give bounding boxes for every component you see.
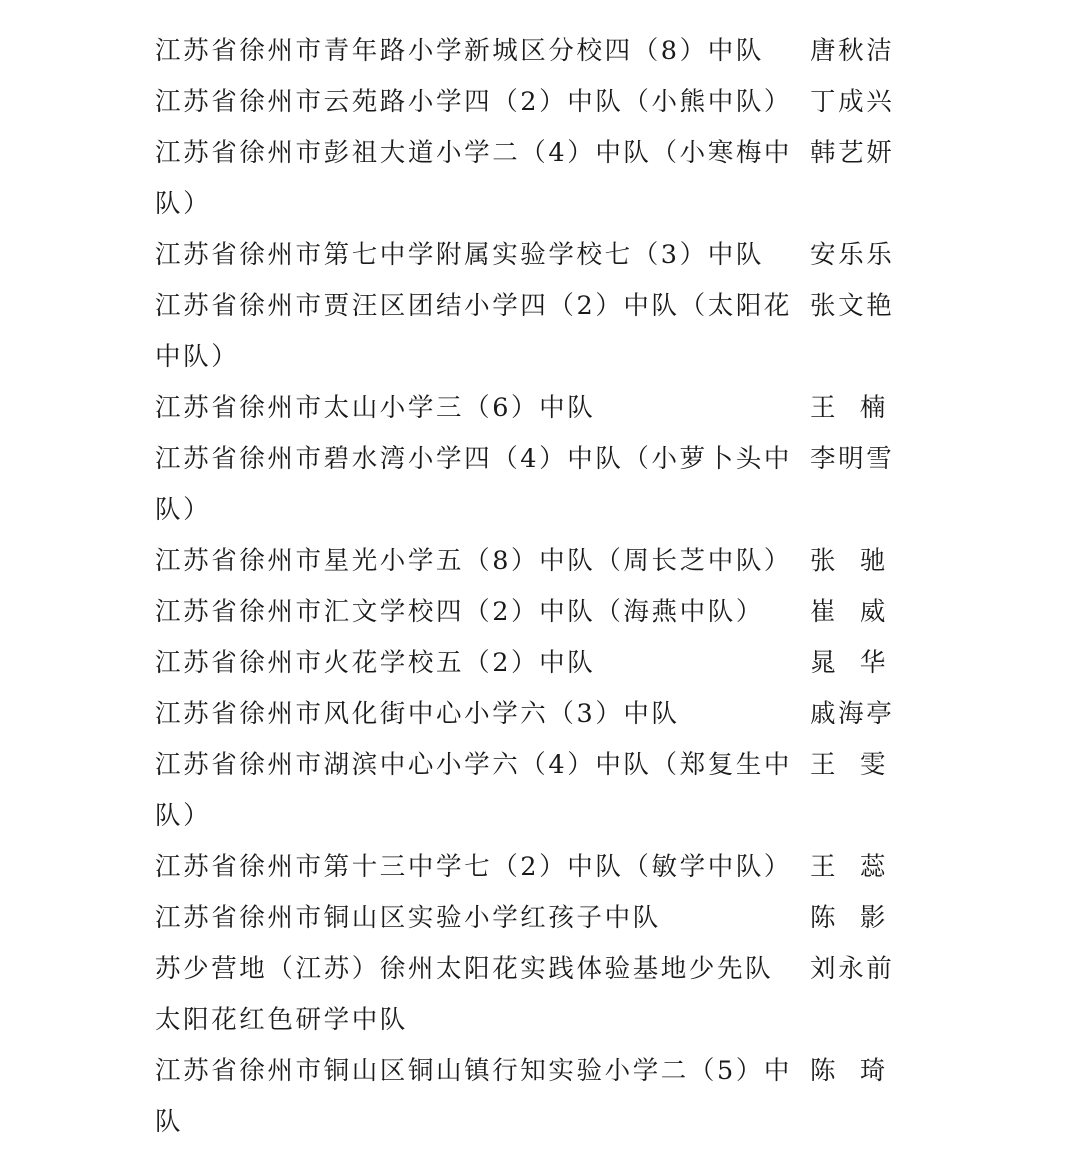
unit-name xyxy=(155,893,755,944)
advisor-name-char: 蕊 xyxy=(859,852,888,882)
list-item xyxy=(0,689,1080,740)
list-item xyxy=(0,587,1080,638)
list-item xyxy=(0,536,1080,587)
list-item xyxy=(0,383,1080,434)
list-item xyxy=(0,740,1080,842)
advisor-name: 刘永前 xyxy=(810,954,895,984)
advisor-name-char: 琦 xyxy=(859,1056,888,1086)
unit-name-line: 江苏省徐州市碧水湾小学四（4）中队（小萝卜头中 xyxy=(155,444,793,474)
advisor-name-char: 影 xyxy=(859,903,888,933)
advisor-name xyxy=(810,842,888,893)
advisor-name: 戚海亭 xyxy=(810,699,895,729)
list-item xyxy=(0,26,1080,77)
unit-name-line: 江苏省徐州市铜山区铜山镇行知实验小学二（5）中 xyxy=(155,1056,793,1086)
unit-name xyxy=(155,128,793,230)
advisor-name: 李明雪 xyxy=(810,444,895,474)
list-item xyxy=(0,944,1080,1046)
unit-name-line: 江苏省徐州市贾汪区团结小学四（2）中队（太阳花 xyxy=(155,291,793,321)
advisor-name: 韩艺妍 xyxy=(810,138,895,168)
honor-list xyxy=(0,26,1080,1148)
unit-name xyxy=(155,230,764,281)
advisor-name-char: 王 xyxy=(810,393,839,423)
unit-name xyxy=(155,587,764,638)
list-item xyxy=(0,230,1080,281)
unit-name-line: 队） xyxy=(155,801,212,831)
unit-name xyxy=(155,740,793,842)
advisor-name xyxy=(810,383,888,434)
advisor-name-char: 晁 xyxy=(810,648,839,678)
advisor-name: 丁成兴 xyxy=(810,87,895,117)
unit-name-line: 苏少营地（江苏）徐州太阳花实践体验基地少先队 xyxy=(155,954,774,984)
list-item xyxy=(0,434,1080,536)
unit-name-line: 队） xyxy=(155,495,212,525)
unit-name-line: 江苏省徐州市第七中学附属实验学校七（3）中队 xyxy=(155,240,764,270)
advisor-name xyxy=(810,893,888,944)
unit-name xyxy=(155,77,793,128)
advisor-name-char: 王 xyxy=(810,750,839,780)
unit-name xyxy=(155,842,793,893)
unit-name-line: 江苏省徐州市铜山区实验小学红孩子中队 xyxy=(155,903,661,933)
unit-name xyxy=(155,1046,793,1148)
list-item xyxy=(0,638,1080,689)
unit-name-line: 队） xyxy=(155,189,212,219)
advisor-name-char: 华 xyxy=(859,648,888,678)
unit-name-line: 江苏省徐州市太山小学三（6）中队 xyxy=(155,393,596,423)
advisor-name: 唐秋洁 xyxy=(810,36,895,66)
advisor-name xyxy=(810,740,888,791)
advisor-name-char: 王 xyxy=(810,852,839,882)
unit-name-line: 中队） xyxy=(155,342,240,372)
unit-name-line: 江苏省徐州市青年路小学新城区分校四（8）中队 xyxy=(155,36,764,66)
advisor-name xyxy=(810,587,888,638)
unit-name-line: 江苏省徐州市风化街中心小学六（3）中队 xyxy=(155,699,680,729)
document-page xyxy=(0,26,1080,1148)
unit-name xyxy=(155,536,793,587)
advisor-name: 张文艳 xyxy=(810,291,895,321)
advisor-name-char: 崔 xyxy=(810,597,839,627)
advisor-name xyxy=(810,638,888,689)
unit-name-line: 江苏省徐州市火花学校五（2）中队 xyxy=(155,648,596,678)
unit-name-line: 江苏省徐州市湖滨中心小学六（4）中队（郑复生中 xyxy=(155,750,793,780)
advisor-name-char: 威 xyxy=(859,597,888,627)
unit-name-line: 江苏省徐州市云苑路小学四（2）中队（小熊中队） xyxy=(155,87,793,117)
unit-name xyxy=(155,434,793,536)
unit-name xyxy=(155,383,755,434)
advisor-name-char: 张 xyxy=(810,546,839,576)
advisor-name: 安乐乐 xyxy=(810,240,895,270)
advisor-name-char: 陈 xyxy=(810,903,839,933)
unit-name-line: 太阳花红色研学中队 xyxy=(155,1005,408,1035)
unit-name-line: 江苏省徐州市星光小学五（8）中队（周长芝中队） xyxy=(155,546,793,576)
unit-name xyxy=(155,26,764,77)
unit-name-line: 队 xyxy=(155,1107,184,1137)
advisor-name xyxy=(810,1046,888,1097)
advisor-name-char: 驰 xyxy=(859,546,888,576)
unit-name xyxy=(155,944,774,1046)
list-item xyxy=(0,281,1080,383)
list-item xyxy=(0,893,1080,944)
advisor-name xyxy=(810,536,888,587)
list-item xyxy=(0,842,1080,893)
unit-name-line: 江苏省徐州市汇文学校四（2）中队（海燕中队） xyxy=(155,597,764,627)
advisor-name-char: 雯 xyxy=(859,750,888,780)
unit-name xyxy=(155,281,793,383)
list-item xyxy=(0,1046,1080,1148)
unit-name xyxy=(155,689,755,740)
advisor-name-char: 陈 xyxy=(810,1056,839,1086)
unit-name-line: 江苏省徐州市第十三中学七（2）中队（敏学中队） xyxy=(155,852,793,882)
unit-name-line: 江苏省徐州市彭祖大道小学二（4）中队（小寒梅中 xyxy=(155,138,793,168)
list-item xyxy=(0,77,1080,128)
list-item xyxy=(0,128,1080,230)
advisor-name-char: 楠 xyxy=(859,393,888,423)
unit-name xyxy=(155,638,755,689)
